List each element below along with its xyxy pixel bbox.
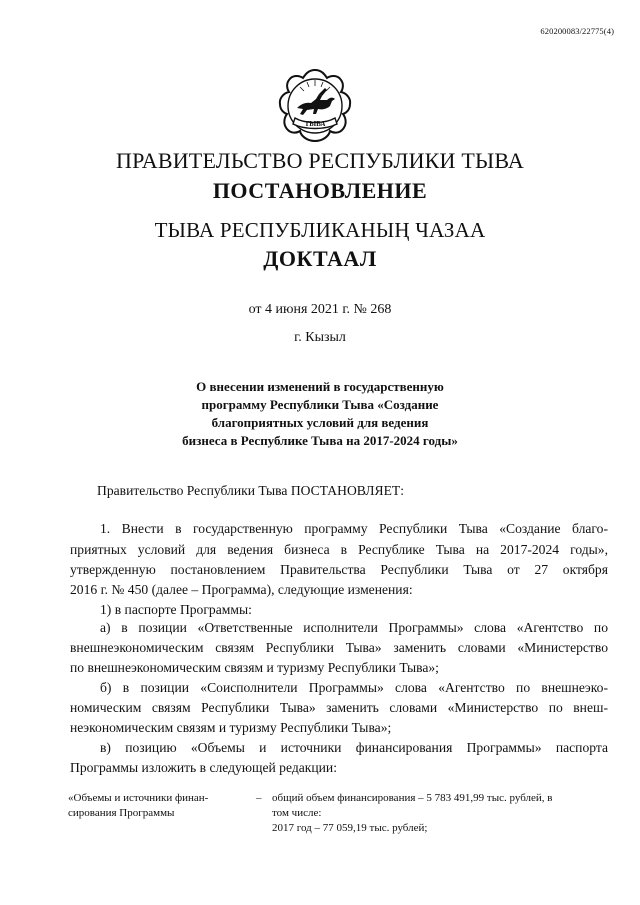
subject-line: О внесении изменений в государственную [196,379,444,394]
body-line: приятных условий для ведения бизнеса в Республике Тыва на 2017-2024 годы», [70,542,608,557]
table-right-line: общий объем финансирования – 5 783 491,99 тыс. рублей, в [272,792,553,804]
document-type-tyvan: ДОКТААЛ [263,246,377,271]
body-line: б) в позиции «Соисполнители Программы» слова «Агентство по внешнеэко- [100,680,608,695]
body-line: по внешнеэкономическим связям и туризму Республики Тыва»; [70,660,439,675]
table-left-line: сирования Программы [68,807,175,819]
emblem-text: ТЫВА [304,120,326,128]
document-city: г. Кызыл [294,330,346,345]
table-right-line: том числе: [272,807,322,819]
body-line: утвержденную постановлением Правительства Республики Тыва от 27 октября [70,562,608,577]
body-line: а) в позиции «Ответственные исполнители Программы» слова «Агентство по [100,620,608,635]
table-right-line: 2017 год – 77 059,19 тыс. рублей; [272,822,428,834]
document-subject [140,378,500,450]
subject-line: программу Республики Тыва «Создание [201,397,439,412]
body-line: в) позицию «Объемы и источники финансирования Программы» паспорта [100,740,608,755]
tyva-coat-of-arms-icon [275,66,355,146]
table-dash: – [256,792,262,804]
document-type: ПОСТАНОВЛЕНИЕ [212,178,428,203]
body-line: внешнеэкономическим связям Республики Тыва» заменить словами «Министерство [70,640,608,655]
body-line: неэкономическим связям и туризму Республики Тыва»; [70,720,392,735]
preamble: Правительство Республики Тыва ПОСТАНОВЛЯЕТ: [97,483,404,498]
subject-line: бизнеса в Республике Тыва на 2017-2024 годы» [182,433,458,448]
government-title-tyvan: ТЫВА РЕСПУБЛИКАНЫҢ ЧАЗАА [154,218,486,242]
subject-line: благоприятных условий для ведения [211,415,429,430]
body-line: 2016 г. № 450 (далее – Программа), следующие изменения: [70,582,413,597]
body-line: 1) в паспорте Программы: [100,602,252,617]
body-line: номическим связям Республики Тыва» заменить словами «Министерство по внеш- [70,700,608,715]
government-title: ПРАВИТЕЛЬСТВО РЕСПУБЛИКИ ТЫВА [116,148,524,173]
table-left-line: «Объемы и источники финан- [68,792,209,804]
body-line: Программы изложить в следующей редакции: [70,760,337,775]
document-number: 620200083/22775(4) [540,26,614,36]
body-line: 1. Внести в государственную программу Республики Тыва «Создание благо- [100,521,608,536]
document-date: от 4 июня 2021 г. № 268 [248,302,392,317]
